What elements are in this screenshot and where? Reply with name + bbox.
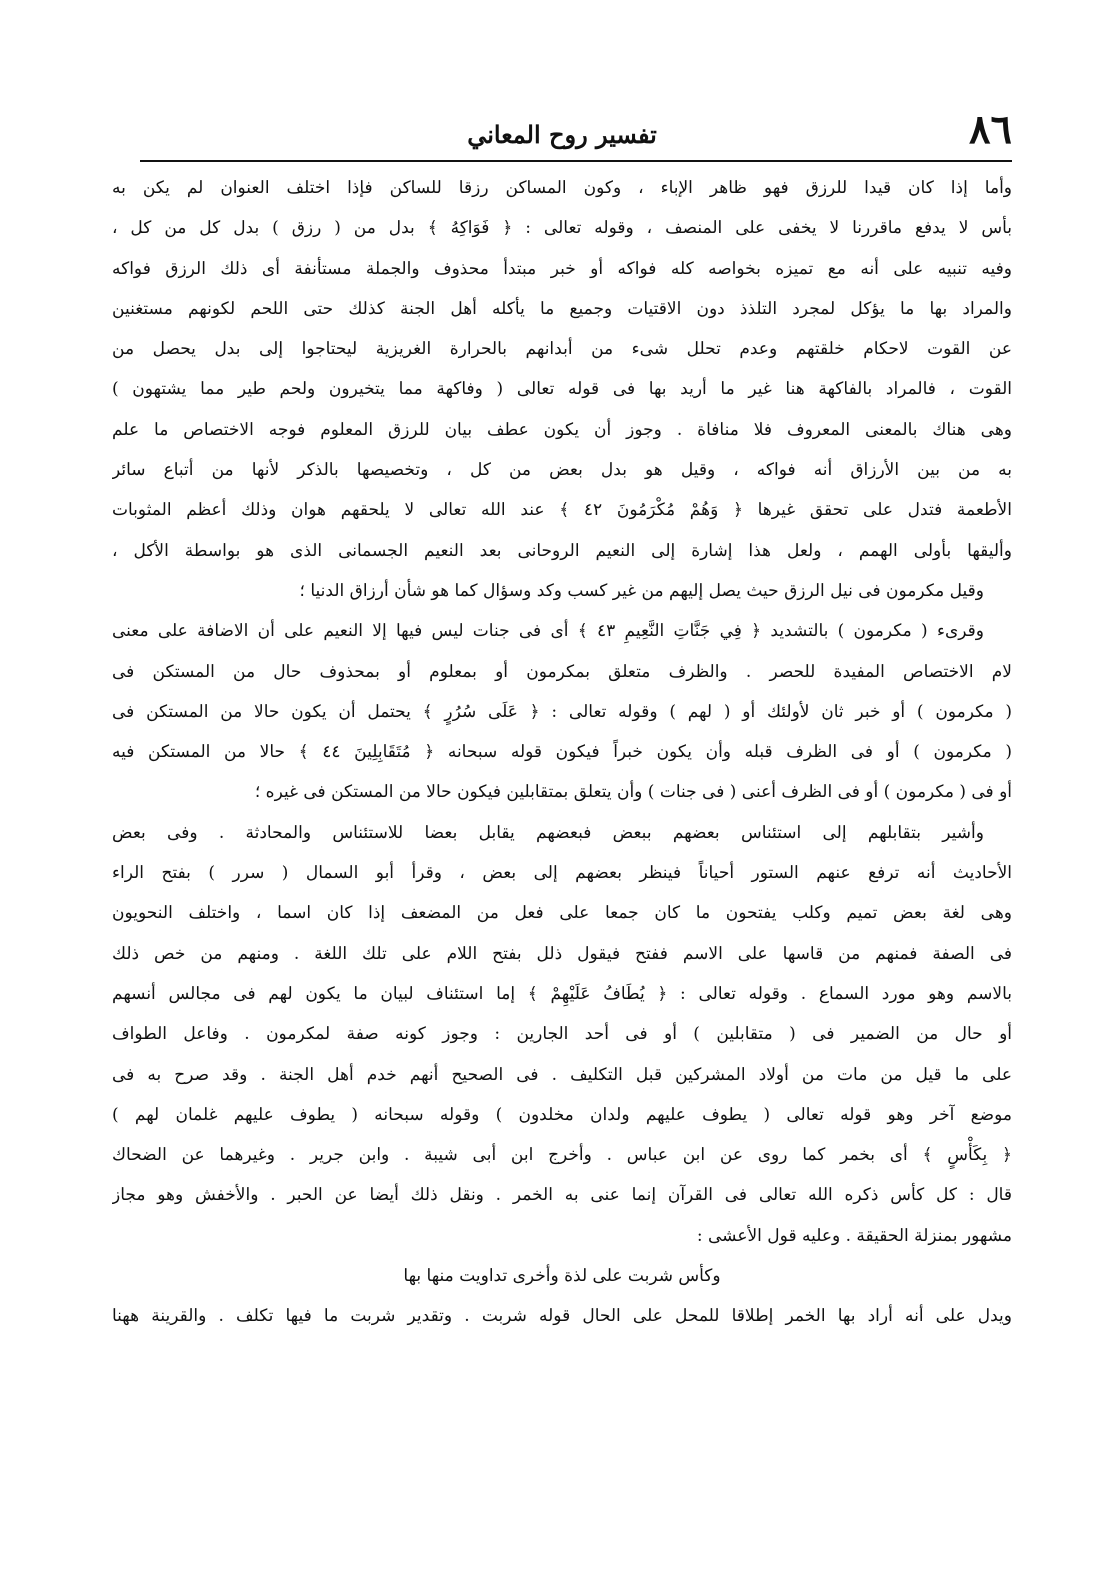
verse-line: وكأس شربت على لذة وأخرى تداويت منها بها — [403, 1266, 721, 1287]
text-line: به من بين الأرزاق أنه فواكه ، وقيل هو بدل بعض من كل ، وتخصيصها بالذكر لأنها من أتباع سائر — [112, 460, 1012, 481]
text-line: ( مكرمون ) أو فى الظرف قبله وأن يكون خبراً فيكون قوله سبحانه ﴿ مُتَقَابِلِينَ ٤٤ ﴾ حالا من المستكن فيه — [112, 742, 1012, 763]
text-line: وقيل مكرمون فى نيل الرزق حيث يصل إليهم من غير كسب وكد وسؤال كما هو شأن أرزاق الدنيا ؛ — [299, 580, 984, 601]
page-number: ٨٦ — [969, 106, 1012, 153]
text-line: وقرىء ( مكرمون ) بالتشديد ﴿ فِي جَنَّاتِ النَّعِيمِ ٤٣ ﴾ أى فى جنات ليس فيها إلا النعيم على أن الاضافة على معنى — [112, 621, 984, 642]
text-line: بالاسم وهو مورد السماع . وقوله تعالى : ﴿ يُطَافُ عَلَيْهِمْ ﴾ إما استئناف لبيان ما يكون لهم فى مجالس أنسهم — [112, 983, 1012, 1004]
header-rule — [140, 160, 1012, 162]
text-line: وهى لغة بعض تميم وكلب يفتحون ما كان جمعا على فعل من المضعف إذا كان اسما ، واختلف النحويون — [112, 903, 1012, 924]
text-line: القوت ، فالمراد بالفاكهة هنا غير ما أريد بها فى قوله تعالى ( وفاكهة مما يتخيرون ولحم طير مما يشتهون ) — [112, 379, 1012, 400]
text-line: وأشير بتقابلهم إلى استئناس بعضهم ببعض فبعضهم يقابل بعضا للاستئناس والمحادثة . وفى بعض — [112, 822, 984, 843]
text-line: بأس لا يدفع ماقررنا لا يخفى على المنصف ، وقوله تعالى : ﴿ فَوَاكِهُ ﴾ بدل من ( رزق ) بدل كل من كل ، — [112, 218, 1012, 239]
text-line: أو فى ( مكرمون ) أو فى الظرف أعنى ( فى جنات ) وأن يتعلق بمتقابلين فيكون حالا من المستكن فى غيره ؛ — [254, 782, 1012, 803]
text-line: والمراد بها ما يؤكل لمجرد التلذذ دون الاقتيات وجميع ما يأكله أهل الجنة كذلك حتى اللحم لكونهم مستغنين — [112, 298, 1012, 319]
text-line: أو حال من الضمير فى ( متقابلين ) أو فى أحد الجارين : وجوز كونه صفة لمكرمون . وفاعل الطواف — [112, 1024, 1012, 1045]
text-line: لام الاختصاص المفيدة للحصر . والظرف متعلق بمكرمون أو بمعلوم أو بمحذوف حال من المستكن فى — [112, 661, 1012, 682]
text-line: قال : كل كأس ذكره الله تعالى فى القرآن إنما عنى به الخمر . ونقل ذلك أيضا عن الحبر . والأخفش وهو مجاز — [112, 1185, 1012, 1206]
text-line: مشهور بمنزلة الحقيقة . وعليه قول الأعشى : — [696, 1225, 1012, 1246]
text-line: عن القوت لاحكام خلقتهم وعدم تحلل شىء من أبدانهم بالحرارة الغريزية ليحتاجوا إلى بدل يحصل من — [112, 339, 1012, 360]
text-line: الأحاديث أنه ترفع عنهم الستور أحياناً فينظر بعضهم إلى بعض ، وقرأ أبو السمال ( سرر ) بفتح الراء — [112, 863, 1012, 884]
text-line: فى الصفة فمنهم من قاسها على الاسم ففتح فيقول ذلل بفتح اللام على تلك اللغة . ومنهم من خص ذلك — [112, 943, 1012, 964]
text-line: ﴿ بِكَأْسٍ ﴾ أى بخمر كما روى عن ابن عباس . وأخرج ابن أبى شيبة . وابن جرير . وغيرهما عن الضحاك — [112, 1145, 1012, 1166]
text-line: ( مكرمون ) أو خبر ثان لأولئك أو ( لهم ) وقوله تعالى : ﴿ عَلَى سُرُرٍ ﴾ يحتمل أن يكون حالا من المستكن فى — [112, 701, 1012, 722]
text-line: على ما قيل من مات من أولاد المشركين قبل التكليف . فى الصحيح أنهم خدم أهل الجنة . وقد صرح به فى — [112, 1064, 1012, 1085]
page-header — [112, 106, 1012, 164]
text-line: وهى هناك بالمعنى المعروف فلا منافاة . وجوز أن يكون عطف بيان للرزق المعلوم فوجه الاختصاص ما علم — [112, 419, 1012, 440]
book-page — [112, 106, 1012, 1530]
text-line: وفيه تنبيه على أنه مع تميزه بخواصه كله فواكه أو خبر مبتدأ محذوف والجملة مستأنفة أى ذلك الرزق فواكه — [112, 258, 1012, 279]
text-line: موضع آخر وهو قوله تعالى ( يطوف عليهم ولدان مخلدون ) وقوله سبحانه ( يطوف عليهم غلمان لهم ) — [112, 1104, 1012, 1125]
text-line: ويدل على أنه أراد بها الخمر إطلاقا للمحل على الحال قوله شربت . وتقدير شربت ما فيها تكلف . والقرينة ههنا — [112, 1306, 1012, 1327]
text-line: وأليقها بأولى الهمم ، ولعل هذا إشارة إلى النعيم الروحانى بعد النعيم الجسمانى الذى هو بواسطة الأكل ، — [112, 540, 1012, 561]
running-title: تفسير روح المعاني — [467, 120, 657, 149]
body-text — [112, 168, 1012, 1337]
text-line: وأما إذا كان قيدا للرزق فهو ظاهر الإباء ، وكون المساكن رزقا للساكن فإذا اختلف العنوان لم يكن به — [112, 178, 1012, 198]
text-line: الأطعمة فتدل على تحقق غيرها ﴿ وَهُمْ مُكْرَمُونَ ٤٢ ﴾ عند الله تعالى لا يلحقهم هوان وذلك أعظم المثوبات — [112, 500, 1012, 521]
